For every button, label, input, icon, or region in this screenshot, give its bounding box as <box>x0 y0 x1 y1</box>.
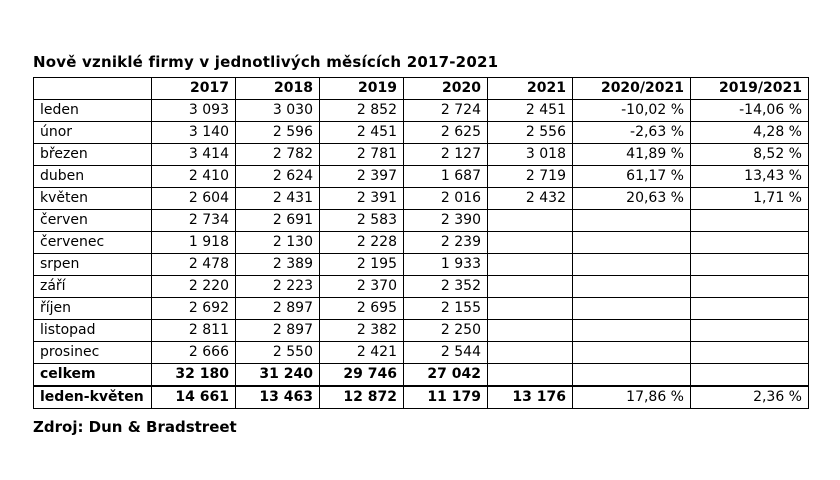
table-cell <box>691 232 809 254</box>
table-cell: 2 781 <box>320 144 404 166</box>
table-cell <box>573 298 691 320</box>
table-cell <box>691 364 809 387</box>
table-cell: 2 250 <box>404 320 488 342</box>
table-cell: 2 352 <box>404 276 488 298</box>
table-cell: 3 140 <box>152 122 236 144</box>
table-cell: 17,86 % <box>573 386 691 409</box>
table-cell <box>488 276 573 298</box>
table-cell: 2 421 <box>320 342 404 364</box>
table-cell <box>691 276 809 298</box>
table-cell: 2 583 <box>320 210 404 232</box>
table-cell: -10,02 % <box>573 100 691 122</box>
row-label: celkem <box>34 364 152 387</box>
table-cell: 2 195 <box>320 254 404 276</box>
column-header: 2020/2021 <box>573 78 691 100</box>
table-cell: 29 746 <box>320 364 404 387</box>
table-cell <box>488 320 573 342</box>
table-row <box>34 122 809 144</box>
table-cell: 2 724 <box>404 100 488 122</box>
table-cell <box>488 210 573 232</box>
row-label: leden <box>34 100 152 122</box>
table-cell: 2 451 <box>320 122 404 144</box>
row-label: leden-květen <box>34 386 152 409</box>
table-cell: 11 179 <box>404 386 488 409</box>
table-cell: 2 734 <box>152 210 236 232</box>
table-cell: 3 030 <box>236 100 320 122</box>
table-cell: 2 852 <box>320 100 404 122</box>
table-cell: 2 691 <box>236 210 320 232</box>
table-row <box>34 276 809 298</box>
table-cell: -14,06 % <box>691 100 809 122</box>
column-header: 2017 <box>152 78 236 100</box>
table-cell: 2 390 <box>404 210 488 232</box>
table-cell: 2 544 <box>404 342 488 364</box>
table-cell: 2 432 <box>488 188 573 210</box>
row-label: březen <box>34 144 152 166</box>
source-note: Zdroj: Dun & Bradstreet <box>33 418 237 436</box>
table-cell: 2 155 <box>404 298 488 320</box>
table-cell: 2 478 <box>152 254 236 276</box>
table-cell: 14 661 <box>152 386 236 409</box>
table-row <box>34 342 809 364</box>
table-cell <box>691 342 809 364</box>
table-cell: 2 451 <box>488 100 573 122</box>
table-row <box>34 144 809 166</box>
table-cell: 2 556 <box>488 122 573 144</box>
table-cell <box>691 298 809 320</box>
table-cell: 2 431 <box>236 188 320 210</box>
column-header: 2020 <box>404 78 488 100</box>
table-cell: 2,36 % <box>691 386 809 409</box>
table-cell: 2 625 <box>404 122 488 144</box>
range-row <box>34 386 809 409</box>
table-cell: 2 389 <box>236 254 320 276</box>
table-cell: 1 687 <box>404 166 488 188</box>
column-header: 2019 <box>320 78 404 100</box>
table-cell: 2 239 <box>404 232 488 254</box>
table-cell: 2 397 <box>320 166 404 188</box>
table-cell <box>573 320 691 342</box>
table-cell: 2 220 <box>152 276 236 298</box>
table-cell: 2 382 <box>320 320 404 342</box>
table-cell: 2 596 <box>236 122 320 144</box>
row-label: červen <box>34 210 152 232</box>
table-row <box>34 298 809 320</box>
table-cell: 2 666 <box>152 342 236 364</box>
table-cell: 2 695 <box>320 298 404 320</box>
table-row <box>34 210 809 232</box>
table-cell <box>488 364 573 387</box>
table-cell: 3 093 <box>152 100 236 122</box>
row-label: květen <box>34 188 152 210</box>
table-cell: -2,63 % <box>573 122 691 144</box>
table-cell: 2 130 <box>236 232 320 254</box>
table-cell <box>573 254 691 276</box>
table-row <box>34 100 809 122</box>
table-cell: 61,17 % <box>573 166 691 188</box>
row-label: září <box>34 276 152 298</box>
table-cell: 3 018 <box>488 144 573 166</box>
table-cell: 3 414 <box>152 144 236 166</box>
table-cell: 1 918 <box>152 232 236 254</box>
table-cell <box>488 254 573 276</box>
table-cell: 4,28 % <box>691 122 809 144</box>
table-row <box>34 320 809 342</box>
table-cell: 2 228 <box>320 232 404 254</box>
table-cell <box>573 210 691 232</box>
table-cell: 8,52 % <box>691 144 809 166</box>
table-row <box>34 166 809 188</box>
table-cell <box>573 232 691 254</box>
table-cell: 13,43 % <box>691 166 809 188</box>
table-cell: 13 176 <box>488 386 573 409</box>
table-cell: 2 550 <box>236 342 320 364</box>
table-cell: 2 897 <box>236 298 320 320</box>
row-label: srpen <box>34 254 152 276</box>
total-row <box>34 364 809 387</box>
table-cell: 12 872 <box>320 386 404 409</box>
table-cell: 41,89 % <box>573 144 691 166</box>
table-cell: 1 933 <box>404 254 488 276</box>
table-cell: 2 811 <box>152 320 236 342</box>
table-cell: 2 127 <box>404 144 488 166</box>
table-cell: 2 391 <box>320 188 404 210</box>
table-cell <box>691 320 809 342</box>
table-cell: 2 223 <box>236 276 320 298</box>
table-cell <box>691 210 809 232</box>
table-cell <box>691 254 809 276</box>
table-title: Nově vzniklé firmy v jednotlivých měsících 2017-2021 <box>33 53 499 71</box>
table-cell: 20,63 % <box>573 188 691 210</box>
row-label: únor <box>34 122 152 144</box>
table-cell <box>573 342 691 364</box>
table-cell: 2 604 <box>152 188 236 210</box>
table-cell <box>573 276 691 298</box>
table-cell: 2 410 <box>152 166 236 188</box>
table-cell: 13 463 <box>236 386 320 409</box>
table-cell: 2 016 <box>404 188 488 210</box>
row-label: duben <box>34 166 152 188</box>
table-cell: 31 240 <box>236 364 320 387</box>
column-header: 2018 <box>236 78 320 100</box>
row-label: říjen <box>34 298 152 320</box>
startups-table <box>33 77 809 409</box>
table-row <box>34 188 809 210</box>
row-label: prosinec <box>34 342 152 364</box>
column-header: 2019/2021 <box>691 78 809 100</box>
table-cell: 32 180 <box>152 364 236 387</box>
header-row <box>34 78 809 100</box>
table-cell: 2 624 <box>236 166 320 188</box>
table-cell: 2 897 <box>236 320 320 342</box>
row-label: listopad <box>34 320 152 342</box>
table-row <box>34 232 809 254</box>
column-header: 2021 <box>488 78 573 100</box>
table-cell <box>488 342 573 364</box>
table-cell: 2 370 <box>320 276 404 298</box>
table-row <box>34 254 809 276</box>
table-cell: 27 042 <box>404 364 488 387</box>
row-label: červenec <box>34 232 152 254</box>
table-cell: 1,71 % <box>691 188 809 210</box>
table-cell: 2 782 <box>236 144 320 166</box>
table-cell: 2 692 <box>152 298 236 320</box>
table-cell <box>573 364 691 387</box>
table-cell <box>488 232 573 254</box>
column-header <box>34 78 152 100</box>
table-cell: 2 719 <box>488 166 573 188</box>
table-cell <box>488 298 573 320</box>
